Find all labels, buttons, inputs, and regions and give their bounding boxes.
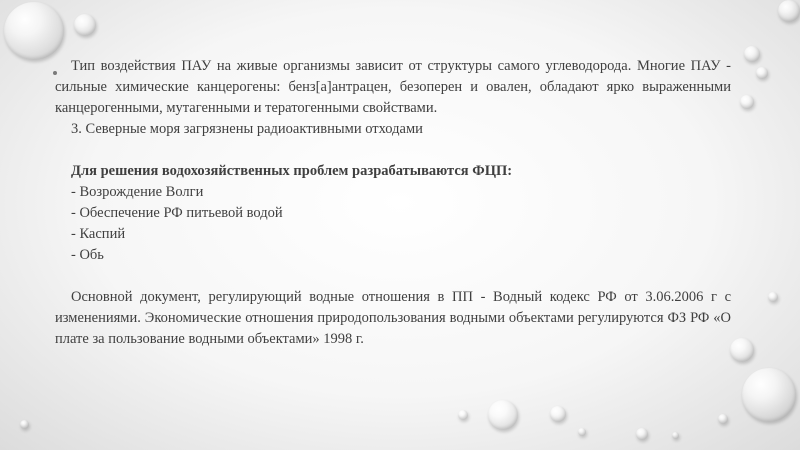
paragraph-northern-seas: 3. Северные моря загрязнены радиоактивными отходами: [71, 121, 423, 137]
water-drop-decoration: [718, 414, 728, 424]
paragraph-water-code: Основной документ, регулирующий водные отношения в ПП - Водный кодекс РФ от 3.06.2006 г с изменениями. Экономические отношения природопользования водными объектами регулируются ФЗ РФ «О плате за пользование водными объектами» 1998 г.: [55, 289, 731, 347]
water-drop-decoration: [488, 400, 518, 430]
water-drop-decoration: [74, 14, 96, 36]
water-drop-decoration: [636, 428, 648, 440]
water-drop-decoration: [4, 2, 64, 60]
list-item: - Обеспечение РФ питьевой водой: [71, 205, 283, 221]
water-drop-decoration: [672, 432, 679, 439]
water-drop-decoration: [756, 67, 768, 79]
water-drop-decoration: [778, 0, 800, 22]
water-drop-decoration: [740, 95, 754, 109]
list-item: - Каспий: [71, 226, 126, 242]
water-drop-decoration: [744, 46, 760, 62]
water-drop-decoration: [768, 292, 778, 302]
water-drop-decoration: [458, 410, 468, 420]
water-drop-decoration: [742, 368, 796, 422]
slide-body-text: [55, 56, 731, 350]
water-drop-decoration: [20, 420, 29, 429]
list-item: - Возрождение Волги: [71, 184, 204, 200]
paragraph-pau-effects: Тип воздействия ПАУ на живые организмы зависит от структуры самого углеводорода. Многие ПАУ - сильные химические канцерогены: бенз[а]антрацен, безоперен и овален, обладают ярко выраженными канцерогенными, мутагенными и тератогенными свойствами.: [55, 58, 731, 116]
fcp-heading: Для решения водохозяйственных проблем разрабатываются ФЦП:: [71, 163, 513, 179]
water-drop-decoration: [550, 406, 566, 422]
list-item: - Обь: [71, 247, 104, 263]
water-drop-decoration: [730, 338, 754, 362]
water-drop-decoration: [578, 428, 586, 436]
